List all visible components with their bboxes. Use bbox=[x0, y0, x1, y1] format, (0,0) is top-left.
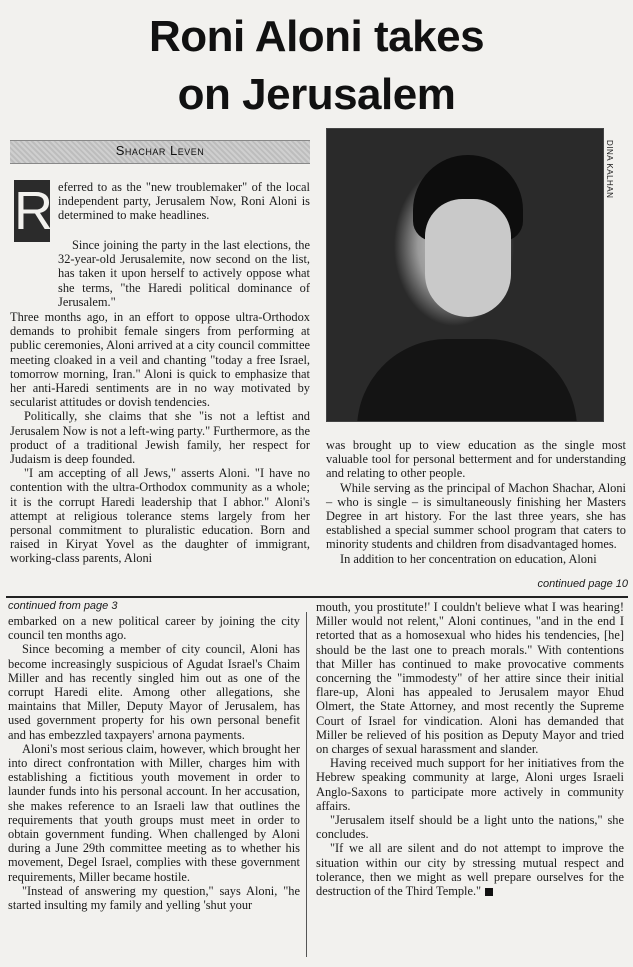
paragraph: Since becoming a member of city council, Aloni has become increasingly suspicious of Agudat Israel's Chaim Miller and has recently singled him out as one of the corrupt Haredi elite. Among other allegations, she maintains that Miller, Deputy Mayor of Jerusalem, has used government property for his own personal benefit and has embezzled taxpayers' arnona payments. bbox=[8, 642, 300, 742]
byline-bar bbox=[10, 140, 310, 164]
paragraph: While serving as the principal of Machon Shachar, Aloni – who is single – is simultaneously finishing her Masters Degree in art history. For the last three years, she has established a special summer school program that caters to minority students and children from disadvantaged homes. bbox=[326, 480, 626, 552]
continued-to-label: continued page 10 bbox=[537, 578, 628, 590]
end-of-article-icon bbox=[485, 888, 493, 896]
photo-credit: DINA KALHAN bbox=[605, 140, 614, 199]
top-left-column-body bbox=[10, 310, 310, 566]
paragraph-final-text: "If we all are silent and do not attempt to improve the situation within our city by stressing mutual respect and tolerance, then we might as well prepare ourselves for the destruction of the Third Temple." bbox=[316, 841, 624, 899]
dropcap: R bbox=[14, 181, 53, 241]
headline-line-2: on Jerusalem bbox=[177, 70, 456, 119]
paragraph: "Jerusalem itself should be a light unto the nations," she concludes. bbox=[316, 813, 624, 842]
photo-body-shape bbox=[357, 339, 577, 422]
top-left-column-second bbox=[58, 238, 310, 309]
continued-from-label: continued from page 3 bbox=[8, 600, 118, 612]
column-divider bbox=[306, 612, 307, 957]
headline-line-1: Roni Aloni takes bbox=[148, 12, 485, 61]
paragraph: Three months ago, in an effort to oppose ultra-Orthodox demands to prohibit female singers from performing at public ceremonies, Aloni arrived at a city council committee meeting cloaked in a veil and chanting "today a free Israel, tomorrow morning, Iran." Aloni is quick to emphasize that her anti-Haredi sentiments are in no way motivated by secularist attitudes or dovish tendencies. bbox=[10, 310, 310, 410]
paragraph: eferred to as the "new troublemaker" of the local independent party, Jerusalem Now, Roni Aloni is determined to make headlines. bbox=[58, 180, 310, 223]
paragraph: Having received much support for her initiatives from the Hebrew speaking community at large, Aloni urges Israeli Anglo-Saxons to participate more actively in community affairs. bbox=[316, 756, 624, 813]
section-divider bbox=[6, 596, 628, 598]
headline bbox=[0, 8, 633, 124]
paragraph: Aloni's most serious claim, however, which brought her into direct confrontation with Miller, charges him with establishing a fictitious youth movement in order to launder funds into his personal account. In her accusation, she makes reference to an Israeli law that outlines the requirements that youth groups must meet in order to obtain government funding. When challenged by Aloni during a June 29th committee meeting as to whether his movement, Degel Israel, complies with these government requirements, Miller became hostile. bbox=[8, 741, 300, 884]
top-left-column-intro bbox=[58, 180, 310, 223]
bottom-left-column bbox=[8, 614, 300, 912]
paragraph: In addition to her concentration on education, Aloni bbox=[340, 551, 597, 566]
photo-face-shape bbox=[425, 199, 511, 317]
bottom-right-column bbox=[316, 600, 624, 898]
paragraph: embarked on a new political career by joining the city council ten months ago. bbox=[8, 614, 300, 643]
top-right-column bbox=[326, 438, 626, 566]
paragraph: "Instead of answering my question," says Aloni, "he started insulting my family and yelling 'shut your bbox=[8, 883, 300, 913]
paragraph: "I am accepting of all Jews," asserts Aloni. "I have no contention with the ultra-Orthodox community as a whole; it is the corrupt Haredi leadership that I abhor." Aloni's attempt at religious tolerance stems largely from her personal commitment to pluralistic education. Born and raised in Kiryat Yovel as the daughter of immigrant, working-class parents, Aloni bbox=[10, 466, 310, 566]
paragraph: was brought up to view education as the single most valuable tool for personal betterment and for understanding and relating to other people. bbox=[326, 438, 626, 481]
portrait-photo bbox=[326, 128, 604, 422]
byline: Shachar Leven bbox=[115, 143, 205, 158]
paragraph: Since joining the party in the last elections, the 32-year-old Jerusalemite, now second on the list, has taken it upon herself to actively oppose what she terms, "the Haredi political dominance of Jerusalem." bbox=[58, 238, 310, 309]
paragraph: mouth, you prostitute!' I couldn't believe what I was hearing! Miller would not relent," Aloni continues, "and in the end I retorted that as a homosexual who hides his tendencies, [he] should be the last one to preach morals." With contentions that Miller has continued to make provocative comments concerning the "immodesty" of her attire since their initial flare-up, Aloni has appealed to Jerusalem mayor Ehud Olmert, the State Attorney, and most recently the Supreme Court of Israel for vindication. Aloni has demanded that Miller be relieved of his position as Deputy Mayor and tried on charges of sexual harassment and slander. bbox=[316, 600, 624, 757]
paragraph-final bbox=[316, 841, 624, 898]
paragraph: Politically, she claims that she "is not a leftist and Jerusalem Now is not a left-wing party." Furthermore, as the product of a traditional Jewish family, her respect for Judaism is deep founded. bbox=[10, 409, 310, 467]
